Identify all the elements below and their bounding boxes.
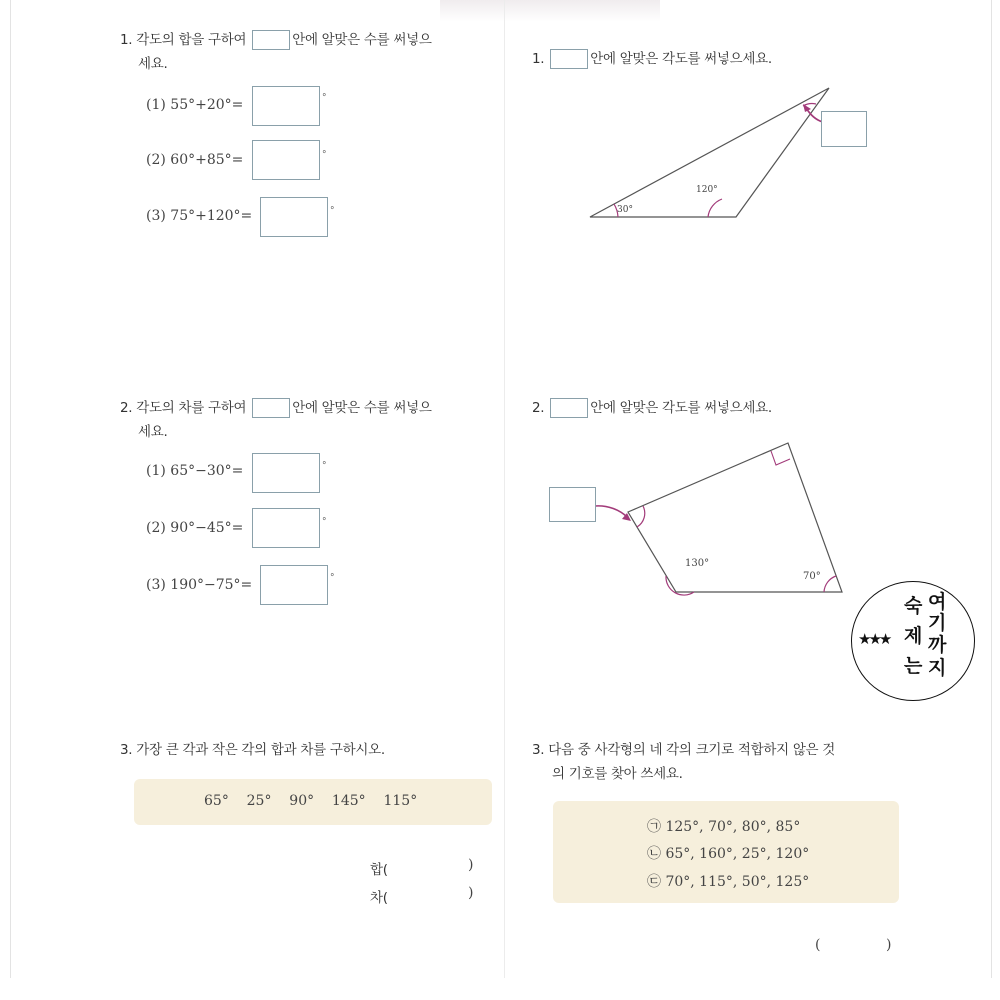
left-q2-item-3: (3) 190°−75°= [146,577,253,593]
pointer-arrow [595,506,627,517]
degree-mark: ° [322,150,327,160]
sum-close: ) [468,857,474,873]
left-q2-item-2: (2) 90°−45°= [146,520,244,536]
left-q3-number: 3. [120,742,133,758]
diff-close: ) [468,885,474,901]
stamp-char: 지 [928,657,947,679]
right-q1-text: 안에 알맞은 각도를 써넣으세요. [590,51,772,67]
stamp-char: 여 [928,591,947,613]
quadrilateral-shape [628,443,842,592]
answer-open: ( [815,937,821,953]
stamp-char: 기 [928,612,947,634]
angle-label-30: 30° [617,205,633,215]
homework-stamp [851,581,975,701]
left-q1-line2: 세요. [138,56,168,72]
left-q1-item-3: (3) 75°+120°= [146,208,253,224]
left-q2-line2: 세요. [138,424,168,440]
left-q3-text: 가장 큰 각과 작은 각의 합과 차를 구하시오. [136,742,385,758]
angle-arc-left [637,506,645,527]
stamp-char: 까 [928,634,947,656]
stamp-char: 숙 [904,595,923,617]
option-a: ㉠ 125°, 70°, 80°, 85° [647,819,801,835]
right-angle-mark [771,451,790,465]
right-q2-text: 안에 알맞은 각도를 써넣으세요. [590,400,772,416]
star-icon: ★★★ [858,630,890,648]
right-q3-number: 3. [532,742,545,758]
right-q2-number: 2. [532,400,545,416]
value-item: 145° [331,793,366,809]
left-q2-number: 2. [120,400,133,416]
value-item: 115° [383,793,418,809]
right-q3-line2: 의 기호를 찾아 쓰세요. [552,766,683,782]
diff-label: 차( [370,890,388,906]
value-item: 65° [204,793,229,809]
degree-mark: ° [322,93,327,103]
left-q1-item-1: (1) 55°+20°= [146,97,244,113]
option-c: ㉢ 70°, 115°, 50°, 125° [647,874,810,890]
right-q3-line1 [532,738,835,758]
angle-arc-70 [824,576,836,592]
left-q2-text-a: 각도의 차를 구하여 [136,400,247,416]
angle-label-70: 70° [803,571,821,582]
degree-mark: ° [330,573,335,583]
sum-label: 합( [370,862,388,878]
degree-mark: ° [330,206,335,216]
left-q2-text-b: 안에 알맞은 수를 써넣으 [292,400,432,416]
stamp-char: 제 [904,625,923,647]
left-q1-item-2: (2) 60°+85°= [146,152,244,168]
option-b: ㉡ 65°, 160°, 25°, 120° [647,846,810,862]
value-item: 90° [289,793,315,809]
right-q3-text-1: 다음 중 사각형의 네 각의 크기로 적합하지 않은 것 [548,742,836,758]
left-q1-text-b: 안에 알맞은 수를 써넣으 [292,32,432,48]
left-q1-text-a: 각도의 합을 구하여 [136,32,247,48]
stamp-char: 는 [904,655,923,677]
left-q2-item-1: (1) 65°−30°= [146,463,244,479]
left-q1-number: 1. [120,32,133,48]
answer-box-r2[interactable] [549,487,596,522]
degree-mark: ° [322,461,327,471]
angle-label-130: 130° [685,558,710,569]
right-q1-number: 1. [532,51,545,67]
angle-label-120: 120° [696,185,718,195]
degree-mark: ° [322,517,327,527]
right-q3-answer-field[interactable] [828,936,884,958]
value-item: 25° [246,793,272,809]
answer-close: ) [886,937,892,953]
